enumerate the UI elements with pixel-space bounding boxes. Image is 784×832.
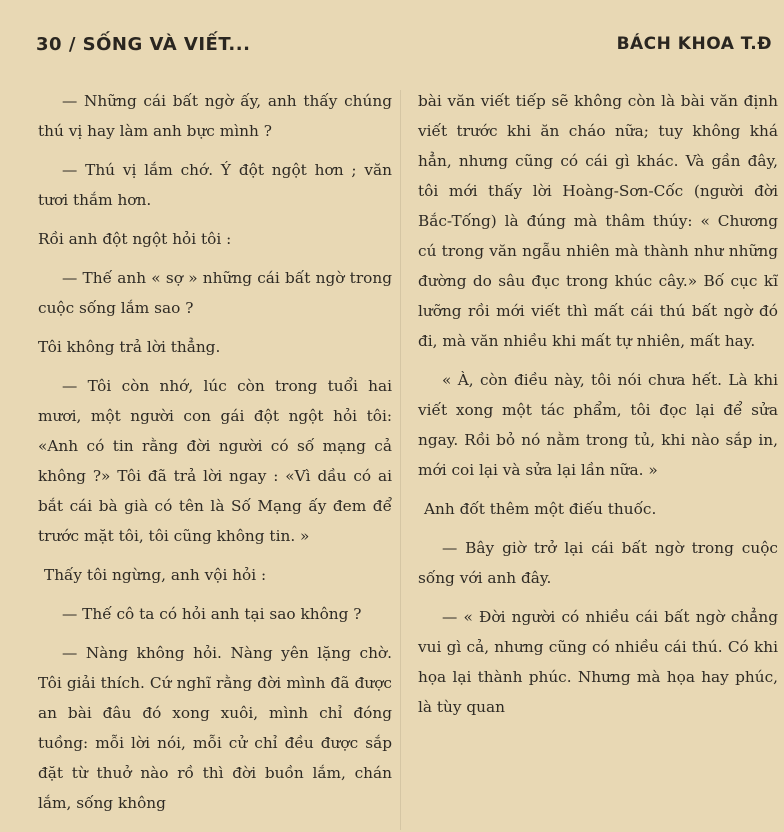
left-column bbox=[38, 86, 392, 818]
paragraph: « À, còn điều này, tôi nói chưa hết. Là khi viết xong một tác phẩm, tôi đọc lại để sửa ngay. Rồi bỏ nó nằm trong tủ, khi nào sắp in, mới coi lại và sửa lại lần nữa. » bbox=[418, 371, 778, 479]
paragraph: Thấy tôi ngừng, anh vội hỏi : bbox=[44, 566, 267, 584]
running-title: 30 / SỐNG VÀ VIẾT... bbox=[36, 34, 251, 55]
paragraph: — Nàng không hỏi. Nàng yên lặng chờ. Tôi giải thích. Cứ nghĩ rằng đời mình đã được an bài đâu đó xong xuôi, mình chỉ đóng tuồng: mỗi lời nói, mỗi cử chỉ đều được sắp đặt từ thuở nào rồ thì đời buồn lắm, chán lắm, sống không bbox=[38, 644, 392, 812]
publication-name: BÁCH KHOA T.Đ bbox=[616, 34, 772, 54]
paragraph: — Tôi còn nhớ, lúc còn trong tuổi hai mươi, một người con gái đột ngột hỏi tôi: «Anh có tin rằng đời người có số mạng cả không ?» Tôi đã trả lời ngay : «Vì dầu có ai bắt cái bà già có tên là Số Mạng ấy đem để trước mặt tôi, tôi cũng không tin. » bbox=[38, 377, 392, 545]
right-column bbox=[418, 86, 778, 722]
paragraph: bài văn viết tiếp sẽ không còn là bài văn định viết trước khi ăn cháo nữa; tuy không khá hẳn, nhưng cũng có cái gì khác. Và gần đây, tôi mới thấy lời Hoàng-Sơn-Cốc (người đời Bắc-Tống) là đúng mà thâm thúy: « Chương cú trong văn ngẫu nhiên mà thành như những đường do sâu đục trong khúc cây.» Bố cục kĩ lưỡng rồi mới viết thì mất cái thú bất ngờ đó đi, mà văn nhiều khi mất tự nhiên, mất hay. bbox=[418, 92, 778, 350]
page-header bbox=[36, 30, 772, 60]
paragraph: Tôi không trả lời thẳng. bbox=[38, 338, 221, 356]
paragraph: Anh đốt thêm một điếu thuốc. bbox=[424, 500, 657, 518]
paragraph: — Thế cô ta có hỏi anh tại sao không ? bbox=[62, 605, 362, 623]
paragraph: — Thế anh « sợ » những cái bất ngờ trong cuộc sống lắm sao ? bbox=[38, 269, 392, 317]
paragraph: — Bây giờ trở lại cái bất ngờ trong cuộc sống với anh đây. bbox=[418, 539, 778, 587]
paragraph: Rồi anh đột ngột hỏi tôi : bbox=[38, 230, 232, 248]
column-gutter bbox=[400, 90, 401, 830]
paragraph: — Thú vị lắm chớ. Ý đột ngột hơn ; văn tươi thắm hơn. bbox=[38, 161, 392, 209]
paragraph: — Những cái bất ngờ ấy, anh thấy chúng thú vị hay làm anh bực mình ? bbox=[38, 92, 392, 140]
paragraph: — « Đời người có nhiều cái bất ngờ chẳng vui gì cả, nhưng cũng có nhiều cái thú. Có khi họa lại thành phúc. Nhưng mà họa hay phúc, là tùy quan bbox=[418, 608, 778, 716]
